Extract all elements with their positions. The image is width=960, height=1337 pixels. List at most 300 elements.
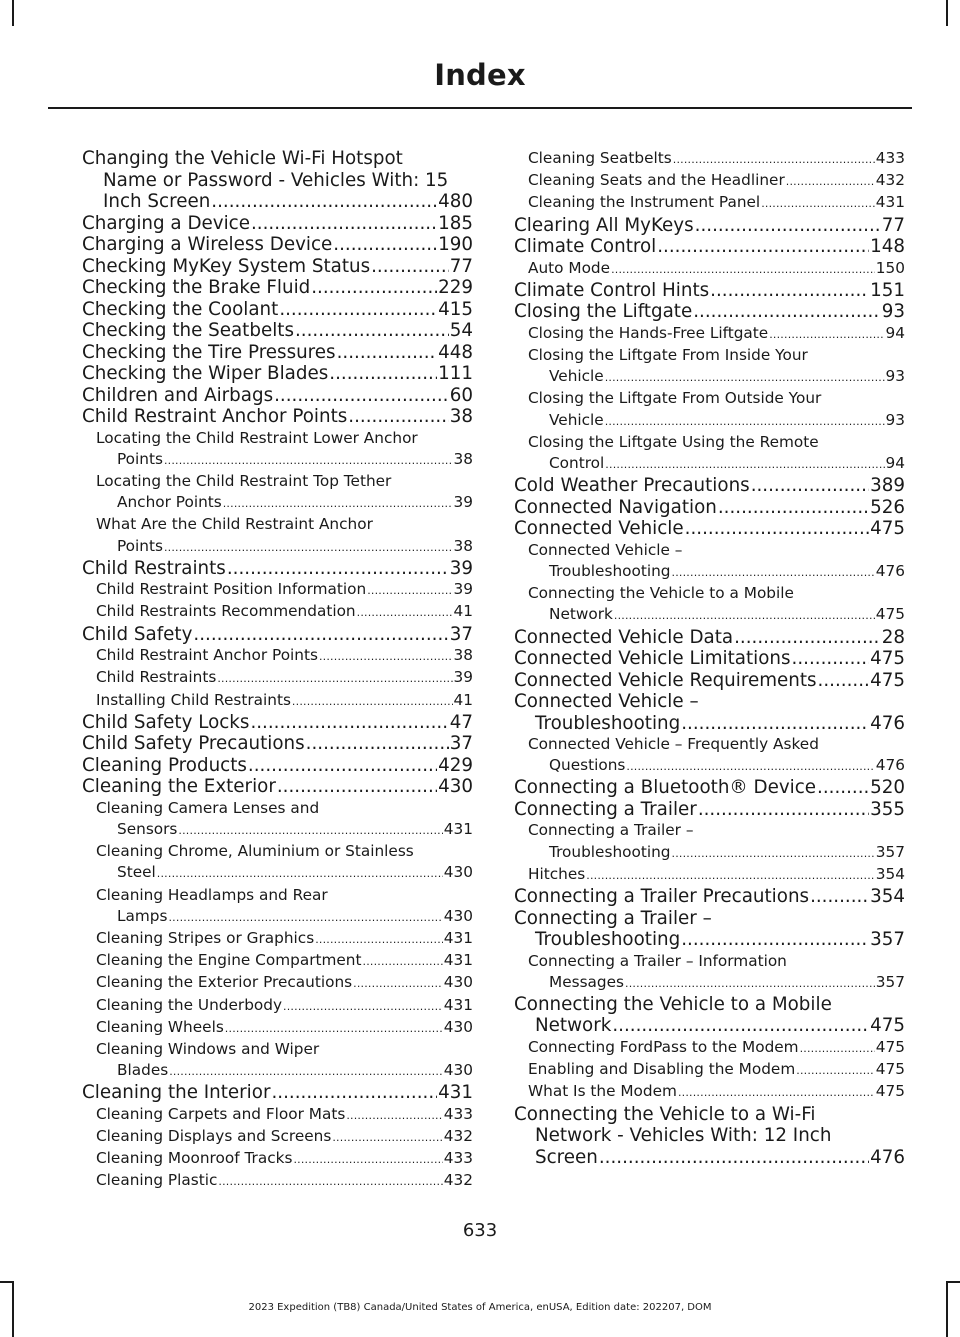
index-subentry bbox=[82, 1104, 473, 1126]
dot-leader bbox=[792, 648, 870, 670]
index-subentry bbox=[82, 841, 473, 884]
entry-page-number: 148 bbox=[870, 236, 905, 258]
dot-leader bbox=[329, 363, 437, 385]
dot-leader bbox=[223, 493, 453, 514]
entry-page-number: 433 bbox=[443, 1104, 473, 1123]
index-subentry bbox=[514, 258, 905, 280]
entry-page-number: 151 bbox=[870, 279, 905, 301]
index-entry bbox=[82, 342, 473, 364]
entry-text-line: Closing the Liftgate Using the Remote bbox=[528, 432, 819, 451]
entry-page-number: 415 bbox=[438, 298, 473, 320]
index-subentry bbox=[514, 864, 905, 886]
index-subentry bbox=[82, 1148, 473, 1170]
index-entry bbox=[514, 799, 905, 821]
entry-page-number: 357 bbox=[875, 842, 905, 861]
index-entry bbox=[514, 670, 905, 692]
dot-leader bbox=[218, 1171, 442, 1192]
entry-text-line: Child Safety Locks bbox=[82, 711, 250, 733]
entry-text-line: Troubleshooting bbox=[549, 561, 671, 580]
entry-text-line: Connecting a Bluetooth® Device bbox=[514, 777, 817, 799]
entry-text-line: Connected Vehicle Data bbox=[514, 626, 734, 648]
entry-page-number: 475 bbox=[875, 1060, 905, 1079]
dot-leader bbox=[178, 820, 442, 841]
dot-leader bbox=[810, 886, 869, 908]
entry-text-line: Cleaning the Exterior Precautions bbox=[96, 973, 353, 992]
entry-text-line: Cleaning the Interior bbox=[82, 1082, 271, 1104]
entry-text-line: Connecting a Trailer bbox=[514, 798, 697, 820]
crop-mark-bottom-left-horizontal bbox=[0, 1281, 14, 1283]
entry-text-line: Connecting FordPass to the Modem bbox=[528, 1037, 799, 1056]
dot-leader bbox=[761, 193, 875, 214]
entry-text-line: Inch Screen bbox=[103, 191, 211, 212]
entry-text-line: Connected Vehicle Requirements bbox=[514, 669, 817, 691]
entry-text-line: Connecting the Vehicle to a Wi-Fi bbox=[514, 1103, 816, 1125]
index-subentry bbox=[514, 388, 905, 431]
page-title: Index bbox=[434, 58, 526, 92]
entry-text-line: Changing the Vehicle Wi-Fi Hotspot bbox=[82, 148, 403, 169]
entry-text-line: Cleaning Stripes or Graphics bbox=[96, 928, 315, 947]
entry-page-number: 39 bbox=[453, 493, 473, 512]
entry-page-number: 38 bbox=[453, 646, 473, 665]
index-subentry bbox=[82, 667, 473, 689]
entry-page-number: 475 bbox=[870, 669, 905, 691]
entry-text-line: Child Restraint Anchor Points bbox=[82, 406, 348, 427]
entry-text-line: Cleaning Moonroof Tracks bbox=[96, 1149, 293, 1168]
index-subentry bbox=[82, 928, 473, 950]
entry-page-number: 433 bbox=[443, 1149, 473, 1168]
entry-page-number: 41 bbox=[453, 690, 473, 709]
index-subentry bbox=[82, 645, 473, 667]
dot-leader bbox=[657, 236, 869, 258]
dot-leader bbox=[612, 1015, 869, 1037]
dot-leader bbox=[295, 320, 449, 342]
dot-leader bbox=[348, 406, 448, 428]
entry-page-number: 150 bbox=[875, 258, 905, 277]
entry-text-line: Steel bbox=[117, 863, 156, 882]
entry-text-line: Network bbox=[535, 1015, 612, 1037]
entry-page-number: 520 bbox=[870, 777, 905, 799]
index-subentry bbox=[514, 148, 905, 170]
index-subentry bbox=[514, 170, 905, 192]
entry-text-line: Blades bbox=[117, 1061, 169, 1080]
dot-leader bbox=[371, 256, 449, 278]
entry-page-number: 47 bbox=[449, 711, 473, 733]
entry-text-line: Connecting a Trailer – Information bbox=[528, 951, 787, 970]
entry-text-line: Messages bbox=[549, 972, 625, 991]
dot-leader bbox=[693, 301, 881, 323]
entry-page-number: 93 bbox=[885, 410, 905, 429]
dot-leader bbox=[611, 259, 875, 280]
dot-leader bbox=[157, 863, 443, 884]
entry-text-line: Child Restraint Anchor Points bbox=[96, 646, 318, 665]
index-entry bbox=[82, 712, 473, 734]
dot-leader bbox=[277, 776, 437, 798]
entry-text-line: Climate Control Hints bbox=[514, 279, 710, 301]
entry-text-line: Child Safety Precautions bbox=[82, 733, 305, 755]
dot-leader bbox=[250, 712, 448, 734]
entry-text-line: Points bbox=[117, 536, 163, 555]
entry-text-line: Closing the Hands-Free Liftgate bbox=[528, 323, 769, 342]
entry-page-number: 38 bbox=[449, 406, 473, 427]
dot-leader bbox=[734, 627, 881, 649]
entry-page-number: 354 bbox=[870, 886, 905, 908]
index-subentry bbox=[82, 885, 473, 928]
entry-text-line: Checking the Brake Fluid bbox=[82, 277, 311, 298]
entry-text-line: Children and Airbags bbox=[82, 384, 274, 406]
dot-leader bbox=[271, 1082, 437, 1104]
index-subentry bbox=[82, 1126, 473, 1148]
entry-page-number: 430 bbox=[443, 1017, 473, 1036]
entry-page-number: 28 bbox=[881, 626, 905, 648]
dot-leader bbox=[279, 299, 437, 321]
dot-leader bbox=[605, 454, 884, 475]
entry-page-number: 475 bbox=[875, 1037, 905, 1056]
index-column-left bbox=[82, 148, 473, 1193]
entry-text-line: Charging a Device bbox=[82, 212, 250, 234]
entry-text-line: Checking the Wiper Blades bbox=[82, 363, 329, 384]
index-subentry bbox=[82, 972, 473, 994]
entry-text-line: Cleaning Displays and Screens bbox=[96, 1127, 332, 1146]
index-entry bbox=[514, 518, 905, 540]
entry-text-line: What Is the Modem bbox=[528, 1082, 677, 1101]
entry-text-line: Child Safety bbox=[82, 623, 193, 645]
index-entry bbox=[82, 624, 473, 646]
entry-text-line: Lamps bbox=[117, 906, 168, 925]
entry-page-number: 39 bbox=[453, 580, 473, 599]
entry-text-line: Vehicle bbox=[549, 367, 604, 386]
dot-leader bbox=[817, 777, 869, 799]
crop-mark-top-right-vertical bbox=[946, 0, 948, 26]
dot-leader bbox=[169, 1061, 443, 1082]
dot-leader bbox=[672, 843, 875, 864]
entry-page-number: 476 bbox=[875, 561, 905, 580]
index-subentry bbox=[514, 192, 905, 214]
dot-leader bbox=[605, 367, 885, 388]
entry-text-line: Connected Navigation bbox=[514, 496, 717, 518]
entry-text-line: Cleaning Products bbox=[82, 754, 247, 776]
entry-text-line: Closing the Liftgate From Outside Your bbox=[528, 389, 822, 408]
index-entry bbox=[514, 280, 905, 302]
entry-text-line: Cleaning Headlamps and Rear bbox=[96, 885, 328, 904]
entry-text-line: Installing Child Restraints bbox=[96, 690, 291, 709]
entry-page-number: 430 bbox=[443, 863, 473, 882]
dot-leader bbox=[293, 1149, 442, 1170]
entry-page-number: 431 bbox=[443, 995, 473, 1014]
entry-page-number: 431 bbox=[438, 1082, 473, 1104]
entry-text-line: Checking the Tire Pressures bbox=[82, 341, 336, 363]
entry-text-line: Vehicle bbox=[549, 410, 604, 429]
entry-text-line: Cleaning Carpets and Floor Mats bbox=[96, 1104, 346, 1123]
entry-text-line: Clearing All MyKeys bbox=[514, 214, 694, 236]
dot-leader bbox=[586, 865, 875, 886]
entry-page-number: 475 bbox=[875, 1082, 905, 1101]
index-entry bbox=[514, 1104, 905, 1169]
dot-leader bbox=[672, 562, 875, 583]
dot-leader bbox=[698, 799, 869, 821]
dot-leader bbox=[217, 668, 452, 689]
entry-text-line: Enabling and Disabling the Modem bbox=[528, 1060, 796, 1079]
entry-page-number: 430 bbox=[443, 1061, 473, 1080]
index-subentry bbox=[82, 601, 473, 623]
index-subentry bbox=[514, 540, 905, 583]
entry-page-number: 357 bbox=[870, 929, 905, 951]
dot-leader bbox=[306, 733, 449, 755]
entry-page-number: 432 bbox=[443, 1171, 473, 1190]
entry-text-line: Cleaning Camera Lenses and bbox=[96, 798, 320, 817]
index-entry bbox=[514, 497, 905, 519]
dot-leader bbox=[751, 475, 869, 497]
dot-leader bbox=[681, 929, 869, 951]
entry-page-number: 38 bbox=[453, 536, 473, 555]
index-entry bbox=[82, 558, 473, 580]
entry-text-line: Cleaning Seats and the Headliner bbox=[528, 171, 785, 190]
dot-leader bbox=[769, 324, 884, 345]
index-entry bbox=[82, 213, 473, 235]
entry-text-line: Cleaning the Exterior bbox=[82, 776, 276, 798]
index-subentry bbox=[514, 583, 905, 626]
dot-leader bbox=[211, 191, 437, 213]
dot-leader bbox=[333, 234, 437, 256]
dot-leader bbox=[332, 1127, 442, 1148]
index-entry bbox=[514, 627, 905, 649]
entry-page-number: 190 bbox=[438, 234, 473, 255]
dot-leader bbox=[605, 411, 885, 432]
entry-page-number: 430 bbox=[443, 973, 473, 992]
entry-text-line: Questions bbox=[549, 756, 626, 775]
index-entry bbox=[82, 320, 473, 342]
index-column-right bbox=[514, 148, 905, 1168]
entry-text-line: Name or Password - Vehicles With: 15 bbox=[103, 169, 449, 191]
index-subentry bbox=[514, 323, 905, 345]
entry-text-line: Climate Control bbox=[514, 236, 657, 258]
entry-text-line: Control bbox=[549, 454, 605, 473]
index-subentry bbox=[514, 1081, 905, 1103]
dot-leader bbox=[227, 558, 449, 580]
entry-page-number: 475 bbox=[870, 648, 905, 670]
index-entry bbox=[514, 777, 905, 799]
index-subentry bbox=[82, 995, 473, 1017]
entry-page-number: 476 bbox=[870, 1146, 905, 1168]
entry-page-number: 475 bbox=[870, 518, 905, 540]
entry-text-line: Child Restraint Position Information bbox=[96, 580, 367, 599]
entry-page-number: 476 bbox=[870, 712, 905, 734]
dot-leader bbox=[367, 580, 452, 601]
entry-text-line: Points bbox=[117, 449, 163, 468]
entry-page-number: 77 bbox=[449, 255, 473, 277]
entry-page-number: 60 bbox=[449, 384, 473, 406]
entry-page-number: 94 bbox=[885, 323, 905, 342]
entry-text-line: Closing the Liftgate bbox=[514, 301, 693, 323]
index-subentry bbox=[514, 820, 905, 863]
dot-leader bbox=[311, 277, 437, 299]
entry-text-line: Connecting a Trailer Precautions bbox=[514, 886, 810, 908]
entry-page-number: 475 bbox=[875, 605, 905, 624]
entry-page-number: 229 bbox=[438, 277, 473, 298]
crop-mark-top-left-vertical bbox=[12, 0, 14, 26]
index-subentry bbox=[514, 951, 905, 994]
entry-text-line: Locating the Child Restraint Lower Anchor bbox=[96, 428, 418, 447]
entry-page-number: 448 bbox=[438, 341, 473, 363]
index-entry bbox=[82, 406, 473, 428]
index-entry bbox=[514, 236, 905, 258]
dot-leader bbox=[718, 497, 869, 519]
entry-text-line: Anchor Points bbox=[117, 493, 222, 512]
index-entry bbox=[514, 886, 905, 908]
dot-leader bbox=[319, 646, 453, 667]
entry-text-line: Connected Vehicle Limitations bbox=[514, 648, 791, 670]
index-subentry bbox=[82, 798, 473, 841]
entry-text-line: Checking MyKey System Status bbox=[82, 255, 371, 277]
entry-text-line: Connecting the Vehicle to a Mobile bbox=[528, 584, 794, 603]
entry-page-number: 480 bbox=[438, 191, 473, 212]
index-entry bbox=[82, 148, 473, 213]
index-subentry bbox=[82, 514, 473, 557]
entry-text-line: Connected Vehicle – bbox=[514, 691, 699, 713]
entry-text-line: Cleaning Wheels bbox=[96, 1017, 224, 1036]
dot-leader bbox=[315, 929, 443, 950]
dot-leader bbox=[626, 756, 874, 777]
entry-page-number: 38 bbox=[453, 449, 473, 468]
entry-page-number: 433 bbox=[875, 149, 905, 167]
entry-text-line: Closing the Liftgate From Inside Your bbox=[528, 346, 808, 365]
dot-leader bbox=[353, 973, 443, 994]
entry-page-number: 431 bbox=[443, 819, 473, 838]
index-entry bbox=[82, 755, 473, 777]
dot-leader bbox=[274, 385, 449, 407]
entry-page-number: 39 bbox=[453, 668, 473, 687]
index-entry bbox=[82, 277, 473, 299]
entry-page-number: 41 bbox=[453, 602, 473, 621]
entry-text-line: Child Restraints bbox=[96, 668, 217, 687]
entry-text-line: Auto Mode bbox=[528, 258, 611, 277]
dot-leader bbox=[710, 280, 869, 302]
entry-text-line: Connected Vehicle – Frequently Asked bbox=[528, 735, 819, 754]
entry-text-line: Locating the Child Restraint Top Tether bbox=[96, 471, 392, 490]
dot-leader bbox=[599, 1147, 869, 1169]
entry-text-line: Connecting a Trailer – bbox=[514, 907, 712, 929]
entry-page-number: 111 bbox=[438, 363, 473, 384]
dot-leader bbox=[251, 213, 437, 235]
dot-leader bbox=[818, 670, 870, 692]
index-entry bbox=[514, 691, 905, 734]
entry-text-line: Network bbox=[549, 605, 613, 624]
entry-text-line: Child Restraints Recommendation bbox=[96, 602, 356, 621]
dot-leader bbox=[678, 1082, 875, 1103]
page-number: 633 bbox=[462, 1220, 498, 1241]
index-entry bbox=[514, 475, 905, 497]
entry-page-number: 476 bbox=[875, 756, 905, 775]
index-entry bbox=[82, 1082, 473, 1104]
entry-text-line: Network - Vehicles With: 12 Inch bbox=[535, 1125, 832, 1147]
entry-page-number: 93 bbox=[881, 301, 905, 323]
entry-page-number: 77 bbox=[881, 214, 905, 236]
index-entry bbox=[82, 256, 473, 278]
entry-text-line: Connecting the Vehicle to a Mobile bbox=[514, 993, 832, 1015]
entry-page-number: 389 bbox=[870, 475, 905, 497]
entry-text-line: Cleaning Windows and Wiper bbox=[96, 1039, 320, 1058]
index-subentry bbox=[514, 1059, 905, 1081]
entry-page-number: 432 bbox=[443, 1127, 473, 1146]
index-subentry bbox=[82, 1039, 473, 1082]
entry-page-number: 526 bbox=[870, 496, 905, 518]
entry-text-line: Troubleshooting bbox=[535, 929, 681, 951]
entry-text-line: Cleaning Plastic bbox=[96, 1171, 218, 1190]
entry-page-number: 431 bbox=[443, 928, 473, 947]
index-entry bbox=[82, 363, 473, 385]
entry-page-number: 429 bbox=[438, 754, 473, 776]
entry-text-line: Troubleshooting bbox=[549, 842, 671, 861]
index-subentry bbox=[82, 950, 473, 972]
entry-page-number: 475 bbox=[870, 1015, 905, 1037]
index-entry bbox=[82, 299, 473, 321]
index-subentry bbox=[82, 428, 473, 471]
entry-page-number: 94 bbox=[885, 454, 905, 473]
entry-page-number: 357 bbox=[875, 972, 905, 991]
dot-leader bbox=[193, 624, 448, 646]
index-entry bbox=[514, 908, 905, 951]
entry-text-line: Screen bbox=[535, 1146, 598, 1168]
entry-text-line: Cleaning Seatbelts bbox=[528, 149, 672, 167]
dot-leader bbox=[685, 518, 869, 540]
entry-page-number: 430 bbox=[443, 906, 473, 925]
footer-edition-info: 2023 Expedition (TB8) Canada/United States of America, enUSA, Edition date: 202207, DOM bbox=[248, 1302, 712, 1313]
dot-leader bbox=[357, 602, 453, 623]
index-entry bbox=[82, 234, 473, 256]
dot-leader bbox=[625, 973, 875, 994]
entry-page-number: 37 bbox=[449, 733, 473, 755]
dot-leader bbox=[168, 907, 442, 928]
entry-page-number: 431 bbox=[443, 951, 473, 970]
index-subentry bbox=[82, 690, 473, 712]
entry-text-line: Connecting a Trailer – bbox=[528, 821, 694, 840]
entry-text-line: Cleaning Chrome, Aluminium or Stainless bbox=[96, 842, 414, 861]
entry-page-number: 355 bbox=[870, 798, 905, 820]
entry-page-number: 432 bbox=[875, 171, 905, 190]
entry-text-line: Checking the Seatbelts bbox=[82, 320, 294, 341]
index-entry bbox=[514, 301, 905, 323]
entry-page-number: 185 bbox=[438, 212, 473, 234]
entry-text-line: Connected Vehicle bbox=[514, 518, 684, 540]
dot-leader bbox=[796, 1060, 875, 1081]
index-subentry bbox=[514, 432, 905, 475]
entry-page-number: 54 bbox=[449, 320, 473, 341]
entry-text-line: Cleaning the Underbody bbox=[96, 995, 283, 1014]
dot-leader bbox=[614, 605, 875, 626]
dot-leader bbox=[800, 1038, 875, 1059]
dot-leader bbox=[337, 342, 438, 364]
dot-leader bbox=[346, 1105, 442, 1126]
entry-text-line: Checking the Coolant bbox=[82, 298, 279, 320]
dot-leader bbox=[786, 171, 875, 192]
index-subentry bbox=[514, 345, 905, 388]
index-entry bbox=[514, 994, 905, 1037]
dot-leader bbox=[225, 1018, 443, 1039]
index-entry bbox=[514, 648, 905, 670]
index-entry bbox=[82, 776, 473, 798]
entry-text-line: Hitches bbox=[528, 864, 586, 883]
index-subentry bbox=[514, 1037, 905, 1059]
entry-page-number: 39 bbox=[449, 557, 473, 579]
dot-leader bbox=[283, 996, 443, 1017]
index-subentry bbox=[82, 471, 473, 514]
index-subentry bbox=[82, 1017, 473, 1039]
index-entry bbox=[82, 385, 473, 407]
entry-text-line: Child Restraints bbox=[82, 557, 226, 579]
index-subentry bbox=[514, 734, 905, 777]
entry-page-number: 431 bbox=[875, 193, 905, 212]
index-entry bbox=[82, 733, 473, 755]
entry-page-number: 37 bbox=[449, 623, 473, 645]
